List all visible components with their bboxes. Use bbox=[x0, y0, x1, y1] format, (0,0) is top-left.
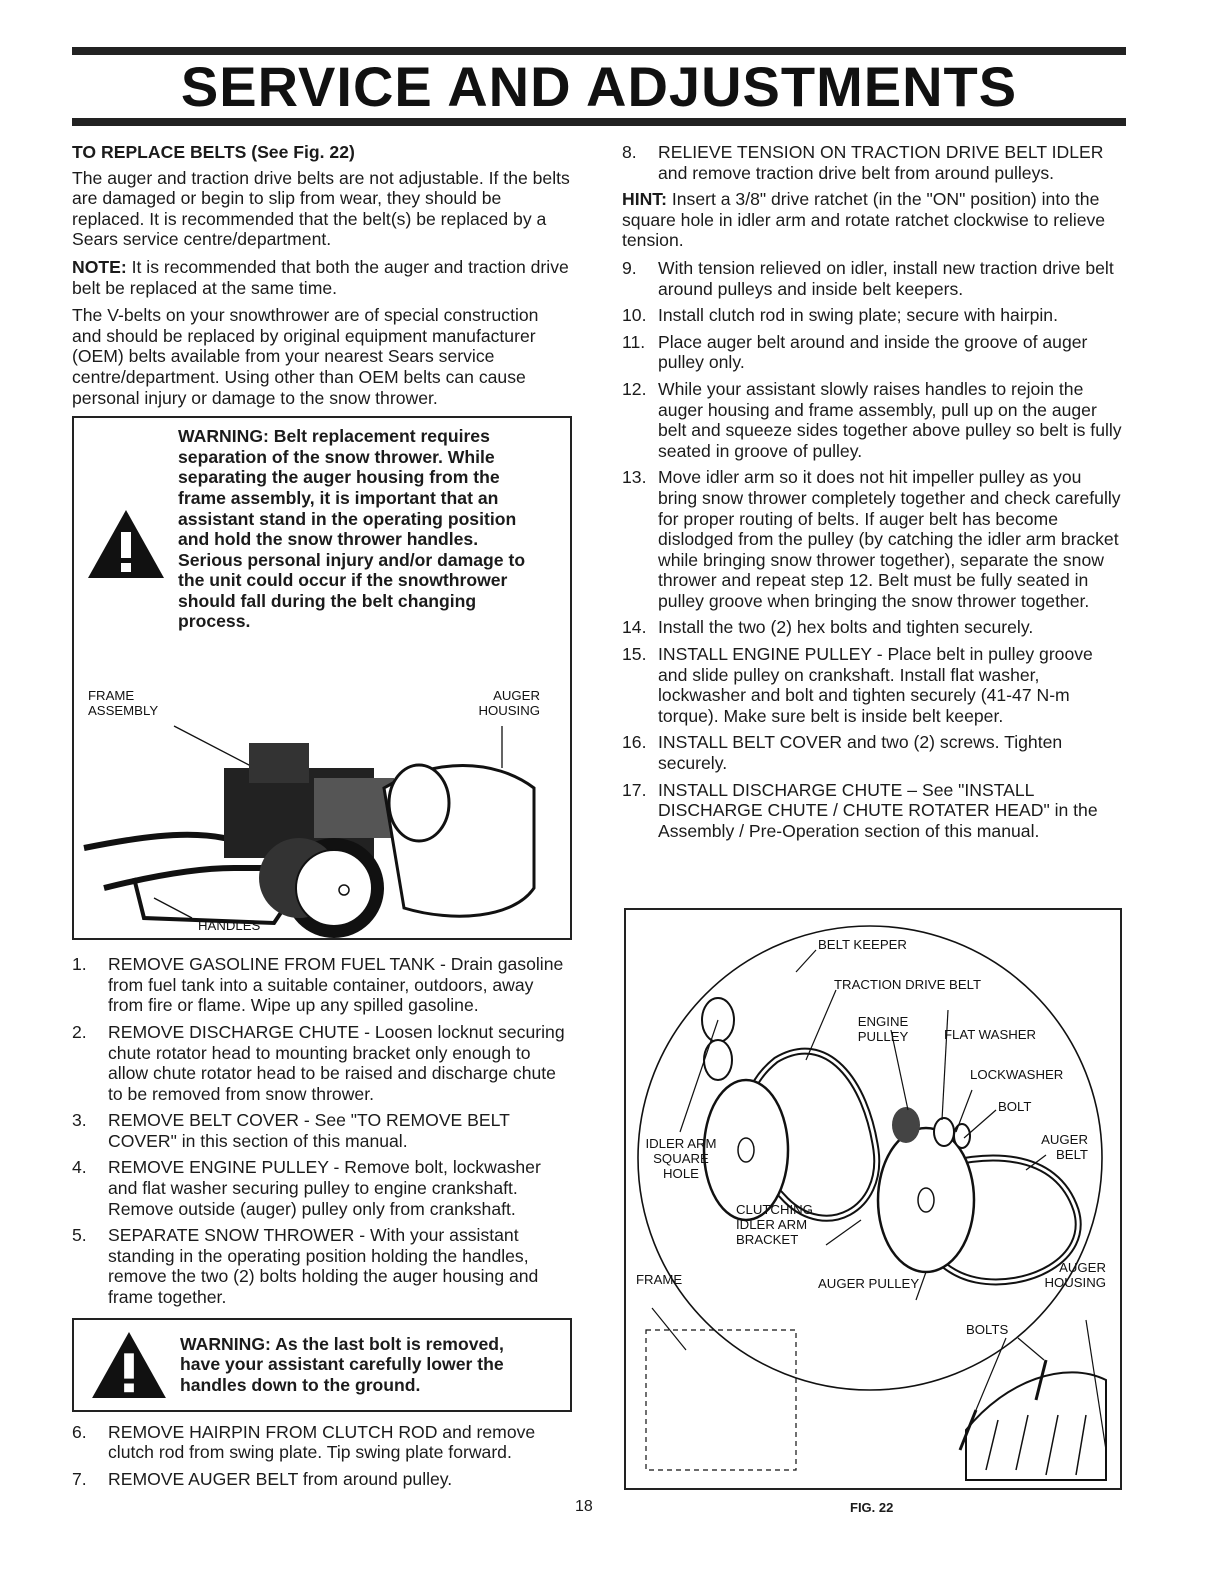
label-frame: FRAME bbox=[636, 1272, 683, 1287]
label-housing: HOUSING bbox=[478, 703, 540, 719]
label-auger-belt bbox=[1028, 1132, 1088, 1162]
belt-routing-illustration bbox=[626, 910, 1120, 1488]
label-frame-assembly bbox=[88, 688, 158, 718]
warning-icon bbox=[90, 1330, 168, 1400]
warning-text: WARNING: Belt replacement requires separation of the snow thrower. While separating the auger housing from the frame assembly, it is important that an assistant stand in the operating position and hold the snow thrower handles. Serious personal injury and/or damage to the unit could occur if the snowthrower should fall during the belt changing process. bbox=[178, 426, 526, 632]
step-number: 17. bbox=[622, 779, 647, 800]
step-item bbox=[622, 467, 1122, 611]
label-pulley: PULLEY bbox=[857, 1029, 909, 1044]
steps-list-a bbox=[72, 954, 572, 1308]
hint-paragraph bbox=[622, 189, 1122, 251]
step-number: 12. bbox=[622, 378, 647, 399]
steps-list-right bbox=[622, 258, 1122, 841]
snowthrower-illustration bbox=[74, 718, 570, 938]
page-title: SERVICE AND ADJUSTMENTS bbox=[180, 55, 1018, 118]
label-belt-keeper: BELT KEEPER bbox=[818, 937, 907, 952]
label-bracket: BRACKET bbox=[736, 1232, 799, 1247]
note-paragraph bbox=[72, 257, 572, 298]
step-text: REMOVE BELT COVER - See "TO REMOVE BELT COVER" in this section of this manual. bbox=[108, 1110, 510, 1151]
step-number: 7. bbox=[72, 1468, 87, 1489]
step-item bbox=[72, 954, 572, 1016]
label-auger-housing bbox=[1026, 1260, 1106, 1290]
step-item bbox=[622, 617, 1122, 638]
warning-box-2 bbox=[72, 1318, 572, 1412]
step-item bbox=[622, 142, 1122, 183]
step-number: 13. bbox=[622, 467, 647, 488]
label-auger: AUGER bbox=[1041, 1132, 1088, 1147]
step-text: With tension relieved on idler, install new traction drive belt around pulleys and inside belt keepers. bbox=[658, 257, 1114, 299]
label-auger: AUGER bbox=[1059, 1260, 1106, 1275]
page-number: 18 bbox=[575, 1498, 593, 1515]
right-column bbox=[622, 142, 1122, 847]
label-handles: HANDLES bbox=[198, 918, 261, 934]
step-text: Place auger belt around and inside the groove of auger pulley only. bbox=[658, 331, 1088, 373]
hint-label: HINT: bbox=[622, 189, 667, 210]
step-item bbox=[72, 1469, 572, 1490]
title-rule-bottom bbox=[72, 118, 1126, 126]
step-item bbox=[622, 780, 1122, 842]
label-belt: BELT bbox=[1055, 1147, 1088, 1162]
step-item bbox=[72, 1022, 572, 1104]
warning-figure-box bbox=[72, 416, 572, 940]
step-number: 11. bbox=[622, 331, 646, 352]
label-square: SQUARE bbox=[653, 1151, 709, 1166]
step-number: 8. bbox=[622, 142, 637, 162]
step-text: RELIEVE TENSION ON TRACTION DRIVE BELT IDLER and remove traction drive belt from around pulleys. bbox=[658, 142, 1104, 183]
step-text: Move idler arm so it does not hit impeller pulley as you bring snow thrower completely together and check carefully for proper routing of belts. If auger belt has become dislodged from the pulley (by catching the idler arm bracket while bringing snow thrower together), separate the snow thrower and repeat step 12. Belt must be fully seated in pulley groove when bringing the snow thrower together. bbox=[658, 467, 1121, 611]
step-number: 4. bbox=[72, 1157, 87, 1178]
label-housing: HOUSING bbox=[1044, 1275, 1106, 1290]
step-text: REMOVE HAIRPIN FROM CLUTCH ROD and remove clutch rod from swing plate. Tip swing plate forward. bbox=[108, 1421, 536, 1463]
step-item bbox=[72, 1422, 572, 1463]
label-bolt: BOLT bbox=[998, 1099, 1032, 1114]
step-item bbox=[72, 1157, 572, 1219]
note-label: NOTE: bbox=[72, 256, 127, 277]
step-number: 15. bbox=[622, 644, 647, 665]
section-heading: TO REPLACE BELTS (See Fig. 22) bbox=[72, 142, 355, 162]
label-engine-pulley bbox=[838, 1014, 928, 1044]
fig22-box bbox=[624, 908, 1122, 1490]
step-number: 14. bbox=[622, 617, 647, 638]
step-item bbox=[72, 1225, 572, 1307]
vbelt-paragraph: The V-belts on your snowthrower are of special construction and should be replaced by original equipment manufacturer (OEM) belts available from your nearest Sears service centre/department. Using other than OEM belts can cause personal injury or damage to the snow thrower. bbox=[72, 305, 539, 408]
step-item bbox=[622, 732, 1122, 773]
step-number: 10. bbox=[622, 305, 647, 326]
step-number: 1. bbox=[72, 954, 87, 975]
label-flat-washer: FLAT WASHER bbox=[944, 1027, 1037, 1042]
label-lockwasher: LOCKWASHER bbox=[970, 1067, 1064, 1082]
step-item bbox=[622, 258, 1122, 299]
step-number: 9. bbox=[622, 257, 637, 278]
step-text: INSTALL ENGINE PULLEY - Place belt in pulley groove and slide pulley on crankshaft. Install flat washer, lockwasher and bolt and tighten securely (41-47 N-m torque). Make sure belt is inside belt keeper. bbox=[658, 644, 1093, 726]
label-idler-arm: IDLER ARM bbox=[645, 1136, 717, 1151]
label-idler-arm-square-hole bbox=[636, 1136, 726, 1181]
step-text: Install clutch rod in swing plate; secure with hairpin. bbox=[658, 305, 1058, 326]
intro-paragraph: The auger and traction drive belts are not adjustable. If the belts are damaged or begin to slip from wear, they should be replaced. It is recommended that the belt(s) be replaced by a Sears service centre/department. bbox=[72, 167, 570, 250]
step-number: 6. bbox=[72, 1421, 87, 1442]
label-hole: HOLE bbox=[663, 1166, 699, 1181]
label-auger-housing bbox=[466, 688, 540, 718]
step-item bbox=[622, 644, 1122, 726]
step-number: 16. bbox=[622, 732, 647, 753]
label-clutching-idler-arm-bracket bbox=[736, 1202, 813, 1247]
step-text: INSTALL DISCHARGE CHUTE – See "INSTALL DISCHARGE CHUTE / CHUTE ROTATER HEAD" in the Assembly / Pre-Operation section of this manual. bbox=[658, 779, 1098, 841]
step-number: 3. bbox=[72, 1110, 87, 1131]
figure-caption: FIG. 22 bbox=[850, 1500, 894, 1515]
step-item bbox=[622, 379, 1122, 461]
step-text: REMOVE GASOLINE FROM FUEL TANK - Drain gasoline from fuel tank into a suitable container, outdoors, away from fire or flame. Wipe up any spilled gasoline. bbox=[108, 954, 564, 1016]
step-text: SEPARATE SNOW THROWER - With your assistant standing in the operating position holding the handles, remove the two (2) bolts holding the auger housing and frame together. bbox=[108, 1225, 539, 1308]
step-item bbox=[622, 305, 1122, 326]
label-clutching: CLUTCHING bbox=[736, 1202, 813, 1217]
step-text: INSTALL BELT COVER and two (2) screws. Tighten securely. bbox=[658, 732, 1063, 774]
label-auger-pulley: AUGER PULLEY bbox=[818, 1276, 920, 1291]
label-engine: ENGINE bbox=[857, 1014, 909, 1029]
hint-text: Insert a 3/8" drive ratchet (in the "ON" position) into the square hole in idler arm and rotate ratchet clockwise to relieve tension. bbox=[622, 189, 1106, 251]
warning-icon bbox=[86, 508, 166, 580]
step-number: 2. bbox=[72, 1021, 87, 1042]
step-item bbox=[72, 1110, 572, 1151]
warning-text-2: WARNING: As the last bolt is removed, have your assistant carefully lower the handles down to the ground. bbox=[180, 1333, 504, 1395]
label-frame: FRAME bbox=[88, 688, 135, 704]
note-text: It is recommended that both the auger and traction drive belt be replaced at the same time. bbox=[72, 256, 569, 298]
step-text: REMOVE DISCHARGE CHUTE - Loosen locknut securing chute rotator head to mounting bracket only enough to allow chute rotator head to be raised and discharge chute to be removed from snow thrower. bbox=[108, 1021, 565, 1104]
step-item bbox=[622, 332, 1122, 373]
step-text: Install the two (2) hex bolts and tighten securely. bbox=[658, 617, 1034, 638]
label-idler-arm-2: IDLER ARM bbox=[736, 1217, 808, 1232]
label-auger: AUGER bbox=[493, 688, 540, 704]
label-assembly: ASSEMBLY bbox=[88, 703, 159, 719]
label-traction-drive-belt: TRACTION DRIVE BELT bbox=[834, 977, 982, 992]
steps-list-b bbox=[72, 1422, 572, 1490]
label-bolts: BOLTS bbox=[966, 1322, 1009, 1337]
title-rule-top bbox=[72, 47, 1126, 55]
step-number: 5. bbox=[72, 1225, 87, 1246]
step-text: REMOVE AUGER BELT from around pulley. bbox=[108, 1468, 453, 1489]
left-column bbox=[72, 142, 572, 1495]
step-text: While your assistant slowly raises handles to rejoin the auger housing and frame assembly, pull up on the auger belt and squeeze sides together above pulley so belt is fully seated in groove of pulley. bbox=[658, 378, 1122, 461]
step-8-list bbox=[622, 142, 1122, 183]
step-text: REMOVE ENGINE PULLEY - Remove bolt, lockwasher and flat washer securing pulley to engine crankshaft. Remove outside (auger) pulley only from crankshaft. bbox=[108, 1157, 541, 1219]
